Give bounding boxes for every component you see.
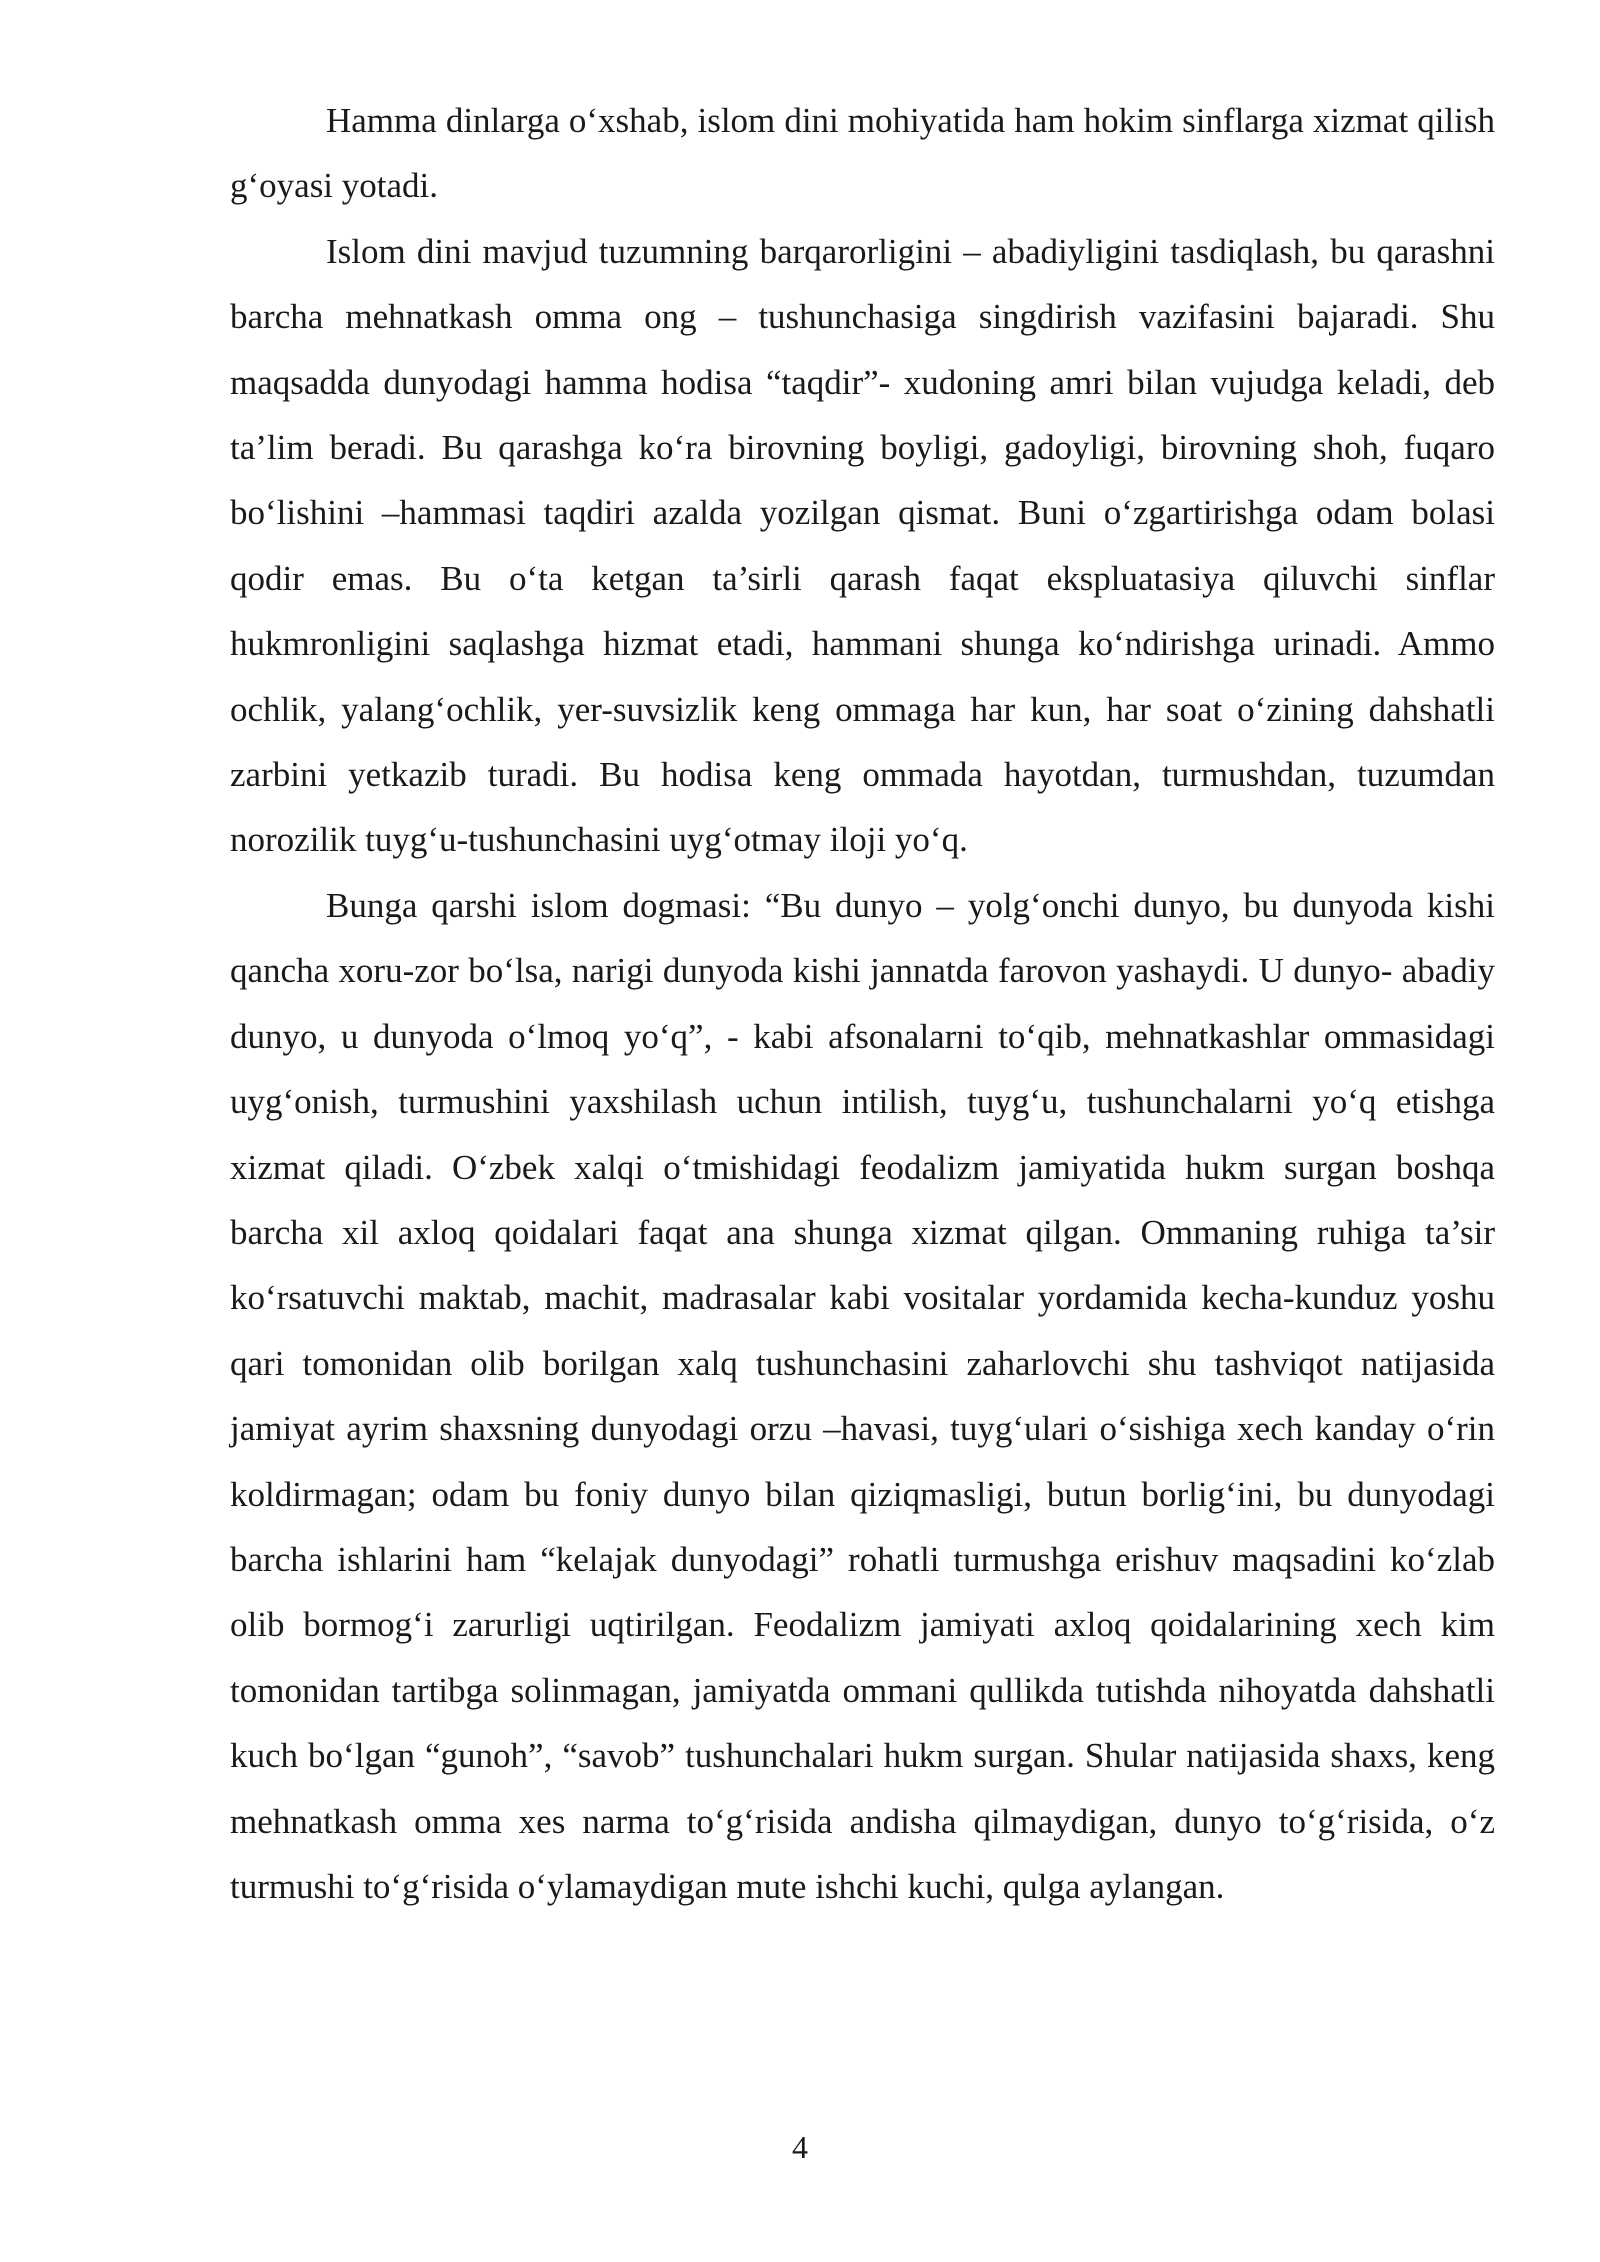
document-body <box>230 88 1495 1919</box>
paragraph-1: Hamma dinlarga oʻxshab, islom dini mohiyatida ham hokim sinflarga xizmat qilish gʻoyasi yotadi. <box>230 101 1495 206</box>
paragraph-3: Bunga qarshi islom dogmasi: “Bu dunyo – yolgʻonchi dunyo, bu dunyoda kishi qancha xoru-zor boʻlsa, narigi dunyoda kishi jannatda farovon yashaydi. U dunyo- abadiy dunyo, u dunyoda oʻlmoq yoʻq”, - kabi afsonalarni toʻqib, mehnatkashlar ommasidagi uygʻonish, turmushini yaxshilash uchun intilish, tuygʻu, tushunchalarni yoʻq etishga xizmat qiladi. Oʻzbek xalqi oʻtmishidagi feodalizm jamiyatida hukm surgan boshqa barcha xil axloq qoidalari faqat ana shunga xizmat qilgan. Ommaning ruhiga ta’sir koʻrsatuvchi maktab, machit, madrasalar kabi vositalar yordamida kecha-kunduz yoshu qari tomonidan olib borilgan xalq tushunchasini zaharlovchi shu tashviqot natijasida jamiyat ayrim shaxsning dunyodagi orzu –havasi, tuygʻulari oʻsishiga xech kanday oʻrin koldirmagan; odam bu foniy dunyo bilan qiziqmasligi, butun borligʻini, bu dunyodagi barcha ishlarini ham “kelajak dunyodagi” rohatli turmushga erishuv maqsadini koʻzlab olib bormogʻi zarurligi uqtirilgan. Feodalizm jamiyati axloq qoidalarining xech kim tomonidan tartibga solinmagan, jamiyatda ommani qullikda tutishda nihoyatda dahshatli kuch boʻlgan “gunoh”, “savob” tushunchalari hukm surgan. Shular natijasida shaxs, keng mehnatkash omma xes narma toʻgʻrisida andisha qilmaydigan, dunyo toʻgʻrisida, oʻz turmushi toʻgʻrisida oʻylamaydigan mute ishchi kuchi, qulga aylangan. <box>230 885 1495 1906</box>
paragraph-2: Islom dini mavjud tuzumning barqarorligini – abadiyligini tasdiqlash, bu qarashni barcha mehnatkash omma ong – tushunchasiga singdirish vazifasini bajaradi. Shu maqsadda dunyodagi hamma hodisa “taqdir”- xudoning amri bilan vujudga keladi, deb ta’lim beradi. Bu qarashga koʻra birovning boyligi, gadoyligi, birovning shoh, fuqaro boʻlishini –hammasi taqdiri azalda yozilgan qismat. Buni oʻzgartirishga odam bolasi qodir emas. Bu oʻta ketgan ta’sirli qarash faqat ekspluatasiya qiluvchi sinflar hukmronligini saqlashga hizmat etadi, hammani shunga koʻndirishga urinadi. Ammo ochlik, yalangʻochlik, yer-suvsizlik keng ommaga har kun, har soat oʻzining dahshatli zarbini yetkazib turadi. Bu hodisa keng ommada hayotdan, turmushdan, tuzumdan norozilik tuygʻu-tushunchasini uygʻotmay iloji yoʻq. <box>230 231 1495 860</box>
page-number: 4 <box>792 2129 808 2165</box>
